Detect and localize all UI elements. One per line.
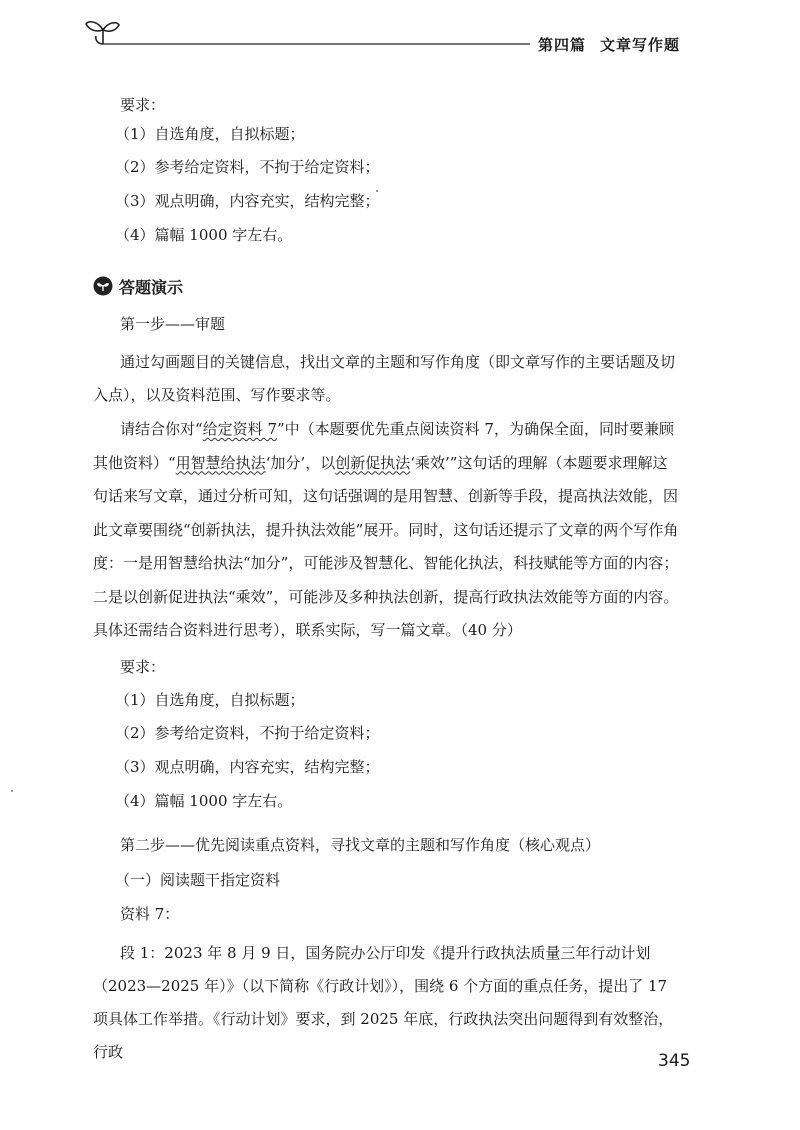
para2-highlight-material: 给定资料 7 — [202, 420, 277, 438]
para2-text-4: ‘乘效’”这句话的理解（本题要求理解这句话来写文章，通过分析可知，这句话强调的是用智慧、创新等手段，提高执法效能，因此文章要围绕“创新执法，提升执法效能”展开。同时，这句话还提示了文章的两个写作角度：一是用智慧给执法“加分”，可能涉及智慧化、智能化执法，科技赋能等方面的内容；二是以创新促进执法“乘效”，可能涉及多种执法创新，提高行政执法效能等方面的内容。具体还需结合资料进行思考），联系实际，写一篇文章。（40 分） — [93, 453, 679, 639]
requirements-mid-item-1: （1）自选角度，自拟标题； — [115, 691, 305, 709]
requirements-top-item-3: （3）观点明确，内容充实，结构完整； — [115, 192, 380, 210]
section-title: 答题演示 — [119, 277, 184, 297]
step1-paragraph-2 — [93, 413, 680, 648]
leaf-badge-icon — [93, 276, 113, 296]
header-chapter: 文章写作题 — [600, 36, 681, 54]
header-title — [538, 34, 680, 55]
requirements-top-item-1: （1）自选角度，自拟标题； — [115, 125, 305, 143]
scan-speck — [11, 790, 13, 792]
para2-highlight-innovation: 创新促执法 — [335, 453, 411, 472]
requirements-top-title: 要求： — [120, 96, 166, 114]
requirements-mid-item-4: （4）篇幅 1000 字左右。 — [115, 792, 293, 810]
step2-material-label: 资料 7： — [120, 905, 180, 923]
requirements-top-item-4: （4）篇幅 1000 字左右。 — [115, 226, 293, 244]
requirements-mid-title: 要求： — [120, 658, 166, 676]
requirements-mid-item-2: （2）参考给定资料，不拘于给定资料； — [115, 724, 380, 742]
page-header — [0, 0, 800, 70]
para2-text-2: ”中（本题要优先重点阅读资料 7，为确保全面，同时要兼顾其他资料）“ — [93, 420, 674, 472]
step2-subtitle: （一）阅读题干指定资料 — [115, 871, 281, 889]
requirements-top-item-2: （2）参考给定资料，不拘于给定资料； — [115, 158, 380, 176]
para2-text-1: 请结合你对“ — [120, 420, 203, 438]
requirements-mid-item-3: （3）观点明确，内容充实，结构完整； — [115, 758, 380, 776]
page-number: 345 — [658, 1051, 691, 1071]
header-part: 第四篇 — [538, 36, 587, 54]
para2-text-3: ‘加分’，以 — [265, 453, 336, 472]
sprout-icon — [86, 22, 119, 44]
section-heading — [93, 275, 183, 297]
step1-title: 第一步——审题 — [120, 315, 226, 333]
step2-title: 第二步——优先阅读重点资料，寻找文章的主题和写作角度（核心观点） — [120, 836, 601, 854]
scan-speck — [376, 190, 378, 192]
step1-paragraph-1: 通过勾画题目的关键信息，找出文章的主题和写作角度（即文章写作的主要话题及切入点），以及资料范围、写作要求等。 — [93, 353, 676, 404]
para2-highlight-wisdom: 用智慧给执法 — [175, 453, 266, 472]
step2-paragraph: 段 1：2023 年 8 月 9 日，国务院办公厅印发《提升行政执法质量三年行动计划（2023—2025 年）》（以下简称《行政计划》），围绕 6 个方面的重点任务，提出了 17 项具体工作举措。《行动计划》要求，到 2025 年底，行政执法突出问题得到有效整治，行政 — [93, 944, 674, 1061]
